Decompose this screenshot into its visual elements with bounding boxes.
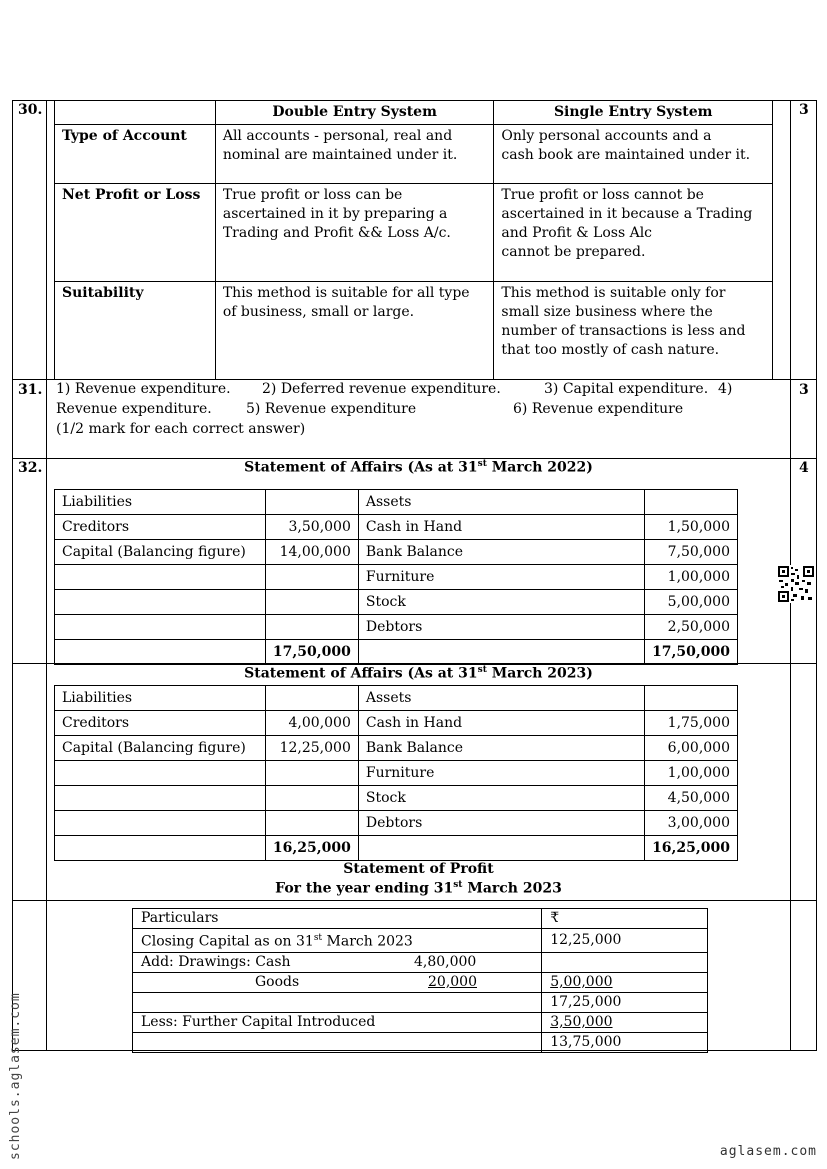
- header-cell: [645, 686, 738, 711]
- total-liabilities: 16,25,000: [265, 836, 358, 861]
- goods-amount: 20,000: [428, 973, 477, 990]
- table-row: [133, 992, 708, 1012]
- row-label: Net Profit or Loss: [55, 184, 216, 282]
- header-cell: [645, 490, 738, 515]
- table-row: [55, 515, 738, 540]
- text-line: ascertained in it because a Trading: [501, 206, 753, 222]
- header-cell: [265, 490, 358, 515]
- further-capital-label: Less: Further Capital Introduced: [133, 1012, 542, 1032]
- text-line: ascertained in it by preparing a: [222, 206, 448, 222]
- title-sup: st: [477, 459, 487, 469]
- liability-amount: [265, 786, 358, 811]
- liability-amount: [265, 565, 358, 590]
- table-header-row: [55, 686, 738, 711]
- qr-code-icon: [777, 565, 815, 603]
- table-header-row: [55, 490, 738, 515]
- title-sup: st: [477, 665, 487, 675]
- table-row: [55, 615, 738, 640]
- goods-cell: [133, 972, 542, 992]
- title-text: For the year ending 31: [275, 880, 454, 897]
- single-entry-cell: [494, 125, 773, 184]
- text-line: Only personal accounts and a: [501, 128, 712, 144]
- answer-4: Revenue expenditure.: [56, 401, 212, 417]
- currency-header: ₹: [542, 909, 708, 929]
- asset-name: Stock: [358, 590, 644, 615]
- answer-5: 5) Revenue expenditure: [246, 401, 417, 417]
- statement-of-affairs-2022: [54, 489, 738, 665]
- asset-amount: 1,75,000: [645, 711, 738, 736]
- text-line: nominal are maintained under it.: [222, 147, 458, 163]
- asset-name: Bank Balance: [358, 540, 644, 565]
- blank-cell: [133, 992, 542, 1012]
- asset-amount: 4,50,000: [645, 786, 738, 811]
- text-line: True profit or loss can be: [222, 187, 403, 203]
- asset-name: Stock: [358, 786, 644, 811]
- statement-title-2023: [47, 665, 790, 682]
- liability-amount: [265, 761, 358, 786]
- answer-4-number: 4): [718, 381, 733, 397]
- asset-name: Debtors: [358, 615, 644, 640]
- table-row: [55, 786, 738, 811]
- asset-amount: 1,00,000: [645, 565, 738, 590]
- row-label: Type of Account: [55, 125, 216, 184]
- total-row: [55, 836, 738, 861]
- total-liabilities: 17,50,000: [265, 640, 358, 665]
- liability-name: [55, 590, 266, 615]
- answer-6: 6) Revenue expenditure: [513, 401, 684, 417]
- liability-amount: 12,25,000: [265, 736, 358, 761]
- double-entry-cell: [215, 184, 494, 282]
- table-header-row: [55, 101, 773, 125]
- text-line: cannot be prepared.: [501, 244, 646, 260]
- table-row: [55, 711, 738, 736]
- total-cell: [358, 640, 644, 665]
- asset-amount: 1,00,000: [645, 761, 738, 786]
- text-line: Trading and Profit && Loss A/c.: [222, 225, 451, 241]
- amount-cell: [542, 952, 708, 972]
- header-cell: [265, 686, 358, 711]
- answer-3: 3) Capital expenditure.: [544, 381, 709, 397]
- table-row: [55, 125, 773, 184]
- goods-label: Goods: [255, 973, 300, 990]
- statement-of-profit-table: [132, 908, 708, 1053]
- total-assets: 17,50,000: [645, 640, 738, 665]
- total-cell: [358, 836, 644, 861]
- asset-name: Bank Balance: [358, 736, 644, 761]
- table-row: [133, 972, 708, 992]
- text-line: cash book are maintained under it.: [501, 147, 751, 163]
- liability-amount: [265, 811, 358, 836]
- table-row: [55, 761, 738, 786]
- statement-title-2022: [47, 459, 790, 476]
- liability-name: Creditors: [55, 515, 266, 540]
- side-watermark: schools.aglasem.com: [8, 992, 23, 1160]
- statement-of-profit-subtitle: [47, 880, 790, 897]
- question-number: 32.: [18, 460, 43, 476]
- question-marks: 4: [799, 460, 809, 476]
- question-marks: 3: [799, 102, 809, 118]
- text-line: This method is suitable for all type: [222, 285, 470, 301]
- asset-name: Furniture: [358, 761, 644, 786]
- title-text: March 2022): [486, 459, 593, 476]
- asset-name: Cash in Hand: [358, 515, 644, 540]
- asset-amount: 7,50,000: [645, 540, 738, 565]
- subtotal-amount: 17,25,000: [542, 992, 708, 1012]
- statement-of-affairs-2023: [54, 685, 738, 861]
- liability-name: [55, 786, 266, 811]
- total-assets: 16,25,000: [645, 836, 738, 861]
- question-number: 30.: [18, 102, 43, 118]
- table-row: [55, 184, 773, 282]
- text-line: that too mostly of cash nature.: [501, 342, 720, 358]
- text-line: small size business where the: [501, 304, 713, 320]
- single-entry-cell: [494, 282, 773, 380]
- drawings-label: Add: Drawings: Cash: [141, 953, 291, 970]
- liability-amount: 14,00,000: [265, 540, 358, 565]
- label-sup: st: [313, 933, 323, 943]
- title-text: March 2023: [462, 880, 562, 897]
- comparison-table: [54, 100, 773, 380]
- label-text: March 2023: [322, 933, 413, 950]
- drawings-cash-amount: 4,80,000: [414, 953, 477, 970]
- text-line: and Profit & Loss Alc: [501, 225, 653, 241]
- total-cell: [55, 640, 266, 665]
- header-cell: Assets: [358, 686, 644, 711]
- liability-name: [55, 811, 266, 836]
- answer-2: 2) Deferred revenue expenditure.: [262, 381, 501, 397]
- asset-amount: 3,00,000: [645, 811, 738, 836]
- text-line: This method is suitable only for: [501, 285, 726, 301]
- title-sup: st: [453, 880, 463, 890]
- asset-amount: 1,50,000: [645, 515, 738, 540]
- header-cell: Liabilities: [55, 686, 266, 711]
- table-row: [55, 282, 773, 380]
- table-row: [55, 811, 738, 836]
- text-line: True profit or loss cannot be: [501, 187, 704, 203]
- liability-name: [55, 565, 266, 590]
- marking-note: (1/2 mark for each correct answer): [56, 421, 306, 437]
- text-line: number of transactions is less and: [501, 323, 746, 339]
- drawings-cell: [133, 952, 542, 972]
- asset-name: Furniture: [358, 565, 644, 590]
- title-text: Statement of Affairs (As at 31: [244, 665, 478, 682]
- double-entry-cell: [215, 282, 494, 380]
- further-capital-amount: 3,50,000: [542, 1012, 708, 1032]
- answer-1: 1) Revenue expenditure.: [56, 381, 231, 397]
- table-row: [55, 565, 738, 590]
- asset-name: Debtors: [358, 811, 644, 836]
- table-row: [55, 736, 738, 761]
- liability-name: Creditors: [55, 711, 266, 736]
- header-cell: [55, 101, 216, 125]
- header-cell: Assets: [358, 490, 644, 515]
- liability-name: Capital (Balancing figure): [55, 540, 266, 565]
- text-line: All accounts - personal, real and: [222, 128, 453, 144]
- table-row: [55, 590, 738, 615]
- total-cell: [55, 836, 266, 861]
- liability-amount: 4,00,000: [265, 711, 358, 736]
- asset-amount: 2,50,000: [645, 615, 738, 640]
- row-label: Suitability: [55, 282, 216, 380]
- table-row: [133, 1032, 708, 1052]
- header-cell: Particulars: [133, 909, 542, 929]
- final-amount: 13,75,000: [542, 1032, 708, 1052]
- table-row: [133, 1012, 708, 1032]
- closing-capital-label: [133, 929, 542, 953]
- liability-name: [55, 615, 266, 640]
- double-entry-cell: [215, 125, 494, 184]
- liability-amount: [265, 615, 358, 640]
- text-line: of business, small or large.: [222, 304, 415, 320]
- blank-cell: [133, 1032, 542, 1052]
- asset-amount: 5,00,000: [645, 590, 738, 615]
- liability-amount: 3,50,000: [265, 515, 358, 540]
- drawings-total: 5,00,000: [542, 972, 708, 992]
- table-row: [133, 952, 708, 972]
- question-number: 31.: [18, 382, 43, 398]
- header-cell: Single Entry System: [494, 101, 773, 125]
- total-row: [55, 640, 738, 665]
- asset-amount: 6,00,000: [645, 736, 738, 761]
- header-cell: Liabilities: [55, 490, 266, 515]
- liability-amount: [265, 590, 358, 615]
- title-text: Statement of Affairs (As at 31: [244, 459, 478, 476]
- liability-name: [55, 761, 266, 786]
- header-cell: Double Entry System: [215, 101, 494, 125]
- bottom-watermark: aglasem.com: [719, 1144, 817, 1159]
- single-entry-cell: [494, 184, 773, 282]
- label-text: Closing Capital as on 31: [141, 933, 314, 950]
- asset-name: Cash in Hand: [358, 711, 644, 736]
- question-marks: 3: [799, 382, 809, 398]
- table-row: [133, 929, 708, 953]
- table-row: [55, 540, 738, 565]
- liability-name: Capital (Balancing figure): [55, 736, 266, 761]
- title-text: March 2023): [486, 665, 593, 682]
- table-header-row: [133, 909, 708, 929]
- statement-of-profit-title: Statement of Profit: [343, 861, 494, 877]
- closing-capital-amount: 12,25,000: [542, 929, 708, 953]
